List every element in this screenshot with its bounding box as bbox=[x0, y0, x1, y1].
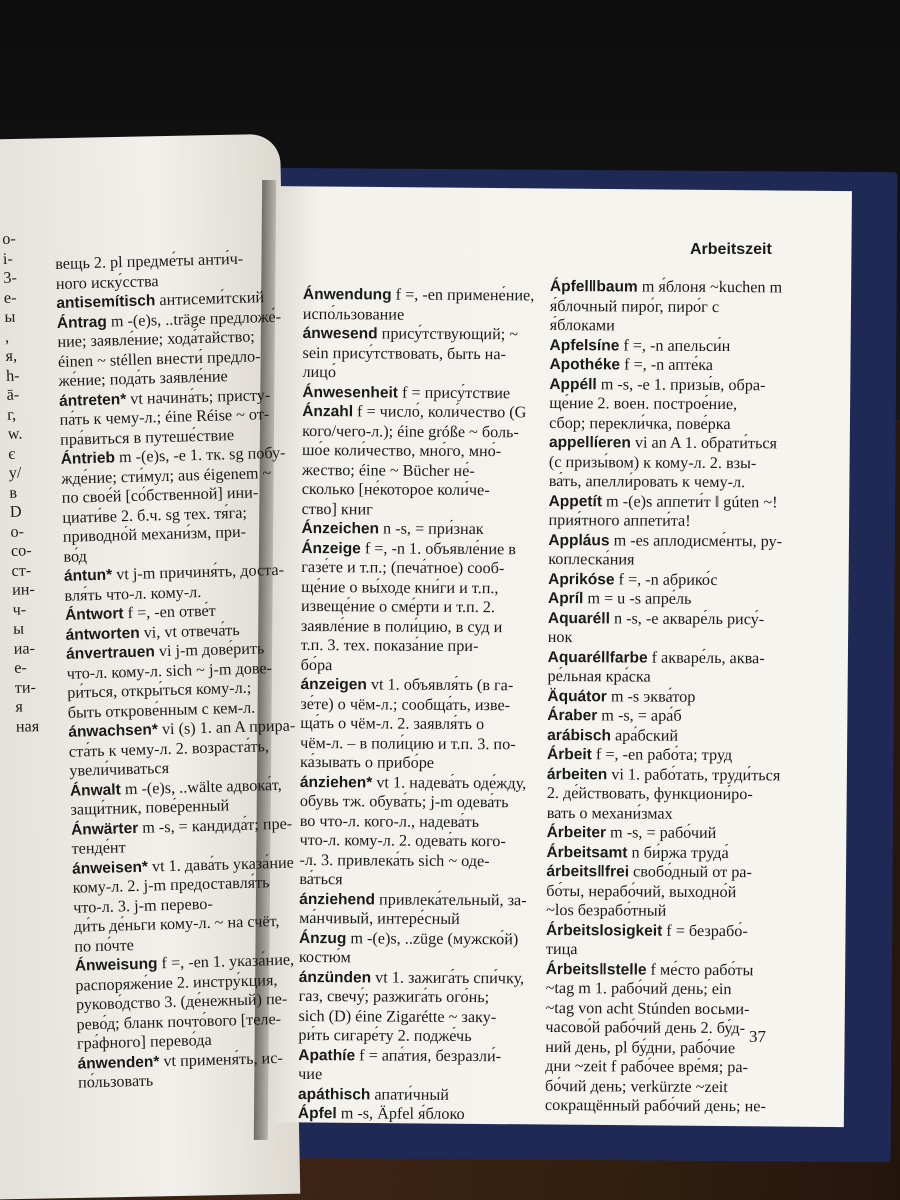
text-line: со- bbox=[10, 541, 32, 560]
text-line: распоряже́ние 2. инстру́кция, bbox=[75, 970, 278, 995]
text-line: ántun* vt j-m причиня́ть, доста- bbox=[63, 560, 285, 585]
text-line: бо́ты, нерабо́чий, выходно́й bbox=[546, 881, 737, 901]
text-line: Apothéke f =, -n апте́ка bbox=[549, 355, 714, 374]
text-line: Appláus m -es аплодисме́нты, ру- bbox=[548, 530, 783, 550]
headword: Ánwalt bbox=[69, 780, 121, 800]
text-line: что-л. 3. j-m перево- bbox=[72, 894, 213, 917]
headword: Apathíe bbox=[298, 1046, 356, 1064]
headword: ántreten* bbox=[58, 390, 127, 410]
text-line: Ánzeichen n -s, = при́знак bbox=[301, 519, 484, 539]
text-line: ánwesend прису́тствующий; ~ bbox=[302, 324, 519, 344]
text-line: ы bbox=[4, 307, 16, 326]
text-line: коплеска́ния bbox=[548, 549, 635, 569]
text-line: e- bbox=[3, 288, 17, 307]
headword: appellíeren bbox=[548, 433, 631, 452]
text-line: ща́ть о чём-л. 2. заявля́ть о bbox=[300, 713, 485, 734]
headword: ánwachsen* bbox=[68, 721, 159, 741]
text-line: є bbox=[7, 444, 16, 463]
text-line: Ánwesenheit f = прису́тствие bbox=[302, 383, 511, 402]
text-line: газ, свечу́; разжига́ть ого́нь; bbox=[298, 986, 490, 1007]
text-line: ти- bbox=[14, 677, 37, 697]
text-line: ~los безрабо́тный bbox=[546, 900, 667, 920]
text-line: Ápfel‖baum m я́блоня ~kuchen m bbox=[549, 277, 783, 297]
text-line: ántreten* vt начина́ть; присту- bbox=[58, 385, 271, 410]
text-line: ánwenden* vt применя́ть, ис- bbox=[77, 1048, 284, 1073]
text-line: Apathíe f = апа́тия, безразли́- bbox=[298, 1045, 502, 1065]
headword: Ánzug bbox=[298, 929, 347, 947]
text-line: ние; заявле́ние; хода́тайство; bbox=[57, 327, 256, 351]
headword: ánvertrauen bbox=[65, 643, 156, 663]
text-line: Árbeitslosigkeit f = безрабо́- bbox=[545, 921, 748, 940]
text-line: вещь 2. pl предме́ты анти́ч- bbox=[55, 249, 244, 273]
text-line: извеще́ние о сме́рти и т.п. 2. bbox=[300, 596, 496, 617]
text-line: я bbox=[15, 697, 24, 716]
text-line: arábisch ара́бский bbox=[547, 725, 679, 745]
text-line: Ánwärter m -s, = кандида́т; пре- bbox=[70, 814, 293, 839]
headword: ánwesend bbox=[302, 324, 378, 343]
text-line: е- bbox=[13, 658, 28, 677]
text-line: па́ть к чему-л.; éine Réise ~ от- bbox=[59, 405, 270, 429]
text-line: , bbox=[4, 327, 10, 346]
headword: Ánwärter bbox=[70, 819, 139, 839]
text-line: увели́чиваться bbox=[69, 759, 170, 780]
text-line: кого/чего-л.); éine gróße ~ боль- bbox=[302, 421, 519, 441]
text-line: ма́нчивый, интере́сный bbox=[299, 908, 460, 928]
text-line: ánzeigen vt 1. объявля́ть (в га- bbox=[300, 675, 514, 695]
text-line: Appetít m -(e)s аппети́т ‖ gúten ~! bbox=[548, 491, 778, 511]
headword: Appéll bbox=[549, 375, 597, 393]
text-line: Ánzug m -(e)s, ..züge (мужско́й) bbox=[298, 928, 519, 948]
text-line: 3- bbox=[3, 268, 18, 287]
text-line: бо́ра bbox=[300, 655, 333, 674]
text-line: ного иску́сства bbox=[55, 271, 159, 293]
text-line: Apríl m = u -s апре́ль bbox=[547, 589, 692, 608]
text-line: Ánweisung f =, -en 1. указа́ние, bbox=[74, 950, 295, 975]
text-line: дни ~zeit f рабо́чее вре́мя; ра- bbox=[545, 1056, 749, 1077]
headword: Aprikóse bbox=[548, 570, 615, 588]
text-line: Ápfel m -s, Äpfel я́блоко bbox=[297, 1104, 465, 1124]
headword: Aquaréllfarbe bbox=[547, 648, 648, 667]
text-line: руково́дство 3. (де́нежный) пе- bbox=[75, 989, 288, 1014]
headword: Ánzeige bbox=[301, 539, 361, 557]
text-line: вать о механи́змах bbox=[546, 803, 673, 823]
text-line: Ánzahl f = число́, коли́чество (G bbox=[302, 402, 527, 422]
middle-column bbox=[298, 285, 543, 1125]
headword: Ánzahl bbox=[302, 402, 354, 421]
page-number: 37 bbox=[749, 1027, 766, 1046]
text-line: Árbeit f =, -en рабо́та; труд bbox=[547, 745, 733, 765]
text-line: Ánwendung f =, -en примене́ние, bbox=[302, 285, 535, 305]
left-column bbox=[55, 249, 308, 1094]
right-column bbox=[545, 277, 786, 1117]
text-line: что-л. кому-л. 2. одева́ть кого- bbox=[299, 830, 506, 851]
text-line: чие bbox=[298, 1064, 323, 1084]
headword: Ánweisung bbox=[74, 955, 158, 975]
text-line: árbeits‖frei свобо́дный от ра- bbox=[546, 862, 752, 882]
text-line: Äquátor m -s эква́тор bbox=[547, 686, 696, 706]
text-line: ánwachsen* vi (s) 1. an A прира- bbox=[68, 716, 296, 741]
headword: arábisch bbox=[547, 726, 612, 744]
text-line: бо́чий день; verkürzte ~zeit bbox=[545, 1076, 728, 1096]
text-line: о- bbox=[10, 522, 25, 541]
text-line: Árbeitsamt n би́ржа труда́ bbox=[546, 842, 729, 862]
text-line: sein прису́тствовать, быть на- bbox=[302, 343, 507, 363]
text-line: шо́е коли́чество, мно́го, мно́- bbox=[301, 440, 502, 461]
text-line: ди́ть де́ньги кому-л. ~ на счёт, bbox=[73, 911, 280, 936]
text-line: ā- bbox=[6, 385, 20, 404]
text-line: ре́льная кра́ска bbox=[547, 666, 651, 686]
headword: Äquátor bbox=[547, 687, 607, 705]
text-line: sich (D) éine Zigarétte ~ заку- bbox=[298, 1006, 497, 1026]
text-line: у/ bbox=[8, 463, 22, 482]
text-line: тица bbox=[545, 939, 578, 959]
headword: Appetít bbox=[548, 492, 603, 510]
text-line: ánziehen* vt 1. надева́ть оде́жду, bbox=[299, 772, 527, 792]
text-line: Aprikóse f =, -n абрико́с bbox=[548, 569, 718, 589]
headword: Ántwort bbox=[64, 605, 124, 624]
headword: Ánwendung bbox=[302, 285, 392, 304]
headword: Árbeitsamt bbox=[546, 843, 628, 861]
text-line: тенде́нт bbox=[71, 838, 126, 858]
text-line: Ántrag m -(e)s, ..träge предложе́- bbox=[56, 307, 282, 332]
text-line: т.п. 3. тех. показа́ние при- bbox=[300, 635, 479, 656]
text-line: во что-л. кого-л., надева́ть bbox=[299, 811, 480, 831]
text-line: w. bbox=[7, 424, 23, 443]
headword: Apríl bbox=[547, 589, 584, 608]
text-line: ~tag m 1. рабо́чий день; ein bbox=[545, 978, 732, 999]
text-line: ство] книг bbox=[301, 499, 373, 518]
text-line: по по́чте bbox=[74, 935, 135, 956]
text-line: antisemítisch антисеми́тский bbox=[56, 288, 265, 312]
headword: Appláus bbox=[548, 531, 610, 549]
text-line: appellíeren vi an A 1. обрати́ться bbox=[548, 433, 778, 453]
text-line: 2. де́йствовать, функциони́ро- bbox=[546, 783, 753, 804]
headword: Aquaréll bbox=[547, 609, 610, 627]
text-line: сколько [не́которое коли́че- bbox=[301, 479, 490, 500]
headword: Árbeit bbox=[547, 745, 592, 764]
text-line: h- bbox=[5, 366, 20, 385]
text-line: Ánwalt m -(e)s, ..wälte адвока́т, bbox=[69, 775, 282, 800]
text-line: зе́те) о чём-л.; сообща́ть, изве- bbox=[300, 694, 511, 714]
headword: árbeiten bbox=[546, 765, 608, 783]
text-line: во́д bbox=[63, 546, 88, 566]
text-line: я́блочный пиро́г, пиро́г с bbox=[549, 296, 720, 316]
text-line: же́ние; пода́ть заявле́ние bbox=[58, 367, 228, 390]
text-line: вля́ть что-л. кому-л. bbox=[64, 582, 202, 605]
headword: antisemítisch bbox=[56, 292, 156, 312]
text-line: что-л. кому-л. sich ~ j-m дове- bbox=[66, 658, 273, 683]
text-line: обувь тж. обува́ть; j-m одева́ть bbox=[299, 791, 509, 812]
headword: Ántrag bbox=[56, 313, 108, 332]
text-line: apáthisch апати́чный bbox=[298, 1084, 450, 1104]
text-line: ная bbox=[15, 716, 40, 736]
text-line: ánziehend привлека́тельный, за- bbox=[299, 889, 527, 909]
text-line: Aquaréllfarbe f акваре́ль, аква- bbox=[547, 648, 765, 667]
text-line: приводно́й механи́зм, при- bbox=[62, 522, 247, 546]
text-line: ри́ться, откры́ться кому-л.; bbox=[66, 678, 252, 702]
text-line: я, bbox=[5, 346, 18, 365]
headword: apáthisch bbox=[298, 1085, 371, 1103]
text-line: ин- bbox=[11, 580, 36, 599]
headword: Ápfel bbox=[297, 1104, 337, 1123]
text-line: ри́ть сигаре́ту 2. подже́чь bbox=[298, 1025, 472, 1046]
text-line: циати́ве 2. б.ч. sg тех. тя́га; bbox=[62, 503, 248, 527]
text-line: ч- bbox=[12, 599, 27, 619]
headword: ánzünden bbox=[298, 968, 372, 986]
text-line: лицо́ bbox=[302, 362, 337, 382]
text-line: ántworten vi, vt отвеча́ть bbox=[65, 620, 240, 644]
text-line: Ántrieb m -(e)s, -e 1. тк. sg побу- bbox=[60, 443, 286, 468]
text-line: ~tag von acht Stúnden восьми- bbox=[545, 998, 750, 1018]
text-line: ва́ть, апелли́ровать к чему-л. bbox=[548, 471, 746, 492]
text-line: Aquaréll n -s, -e акваре́ль рису́- bbox=[547, 608, 765, 628]
text-line: часово́й рабо́чий день 2. бу́д- bbox=[545, 1017, 746, 1038]
headword: Apothéke bbox=[549, 355, 621, 374]
text-line: сбор; перекли́чка, пове́рка bbox=[549, 413, 731, 433]
headword: ánziehen* bbox=[299, 773, 373, 791]
text-line: иа- bbox=[13, 638, 36, 658]
text-line: Árbeits‖stelle f ме́сто рабо́ты bbox=[545, 960, 754, 979]
text-line: ст- bbox=[11, 560, 32, 580]
headword: ántun* bbox=[63, 566, 113, 585]
text-line: ánweisen* vt 1. дава́ть указа́ние bbox=[71, 853, 295, 878]
text-line: D bbox=[9, 502, 22, 521]
text-line: ка́зывать о прибо́ре bbox=[300, 752, 435, 772]
headword: Áraber bbox=[547, 706, 598, 725]
headword: ánwenden* bbox=[77, 1052, 160, 1073]
text-line: ще́ние о вы́ходе кни́ги и т.п., bbox=[301, 577, 499, 597]
text-line: árbeiten vi 1. рабо́тать, труди́ться bbox=[546, 764, 781, 784]
text-line: сокращённый рабо́чий день; не- bbox=[544, 1095, 766, 1116]
text-line: по́льзовать bbox=[77, 1071, 154, 1092]
text-line: (с призы́вом) к кому-л. 2. взы- bbox=[548, 452, 757, 472]
text-line: ста́ть к чему-л. 2. возраста́ть, bbox=[68, 736, 270, 761]
text-line: заявле́ние в поли́цию, в суд и bbox=[300, 616, 503, 636]
text-line: нок bbox=[547, 627, 573, 647]
text-line: ánzünden vt 1. зажига́ть спи́чку, bbox=[298, 967, 525, 987]
text-line: ánvertrauen vi j-m дове́рить bbox=[65, 639, 265, 663]
headword: Árbeitslosigkeit bbox=[545, 921, 663, 940]
text-line: кому-л. 2. j-m предоставля́ть bbox=[72, 873, 270, 897]
headword: ánzeigen bbox=[300, 675, 367, 694]
text-line: чём-л. – в поли́цию и т.п. 3. по- bbox=[300, 733, 516, 753]
text-line: i- bbox=[2, 249, 13, 268]
headword: Ánzeichen bbox=[301, 519, 380, 538]
text-line: Ántwort f =, -en отве́т bbox=[64, 601, 216, 624]
text-line: в bbox=[9, 483, 18, 502]
text-line: защи́тник, пове́ренный bbox=[70, 796, 230, 819]
text-line: быть открове́нным с кем-л. bbox=[67, 698, 256, 722]
headword: Ápfel‖baum bbox=[549, 277, 638, 296]
text-line: Appéll m -s, -e 1. призы́в, обра- bbox=[549, 374, 766, 394]
headword: ántworten bbox=[65, 624, 140, 644]
text-line: по свое́й [со́бственной] ини- bbox=[61, 483, 259, 507]
text-line: гра́фного] перево́да bbox=[76, 1030, 212, 1053]
headword: Apfelsíne bbox=[549, 336, 620, 354]
headword: ánziehend bbox=[299, 890, 376, 908]
text-line: жде́ние; сти́мул; aus éigenem ~ bbox=[60, 463, 272, 488]
headword: Árbeiter bbox=[546, 823, 607, 842]
text-line: я́блоками bbox=[549, 315, 615, 335]
text-line: Árbeiter m -s, = рабо́чий bbox=[546, 823, 717, 843]
text-line: испо́льзование bbox=[302, 304, 405, 324]
text-line: Ánzeige f =, -n 1. объявле́ние в bbox=[301, 538, 516, 558]
text-line: прия́тного аппети́та! bbox=[548, 510, 691, 530]
text-line: ний день, pl бу́дни, рабо́чие bbox=[545, 1037, 736, 1057]
text-line: ва́ться bbox=[299, 869, 343, 889]
headword: Ántrieb bbox=[60, 449, 116, 468]
headword: Árbeits‖stelle bbox=[545, 960, 647, 979]
text-line: рево́д; бланк почто́вого [теле- bbox=[76, 1009, 282, 1034]
headword: árbeits‖frei bbox=[546, 862, 630, 881]
running-head: Arbeitszeit bbox=[690, 241, 772, 258]
headword: ánweisen* bbox=[71, 858, 149, 878]
text-line: пра́виться в путеше́ствие bbox=[59, 425, 235, 449]
text-line: éinen ~ stéllen внести́ предло- bbox=[57, 346, 261, 371]
text-line: ы bbox=[12, 619, 25, 638]
headword: Ánwesenheit bbox=[302, 383, 399, 402]
text-line: Áraber m -s, = ара́б bbox=[547, 706, 682, 725]
text-line: -л. 3. привлека́ть sich ~ оде- bbox=[299, 850, 490, 870]
text-line: Apfelsíne f =, -n апельси́н bbox=[549, 335, 731, 355]
text-line: ще́ние 2. воен. построе́ние, bbox=[549, 393, 738, 414]
text-line: o- bbox=[2, 229, 16, 248]
text-line: г, bbox=[6, 405, 17, 424]
text-line: жество; éine ~ Bücher не́- bbox=[301, 460, 475, 480]
text-line: костю́м bbox=[298, 947, 351, 967]
text-line: газе́те и т.п.; (печа́тное) сооб- bbox=[301, 557, 505, 578]
